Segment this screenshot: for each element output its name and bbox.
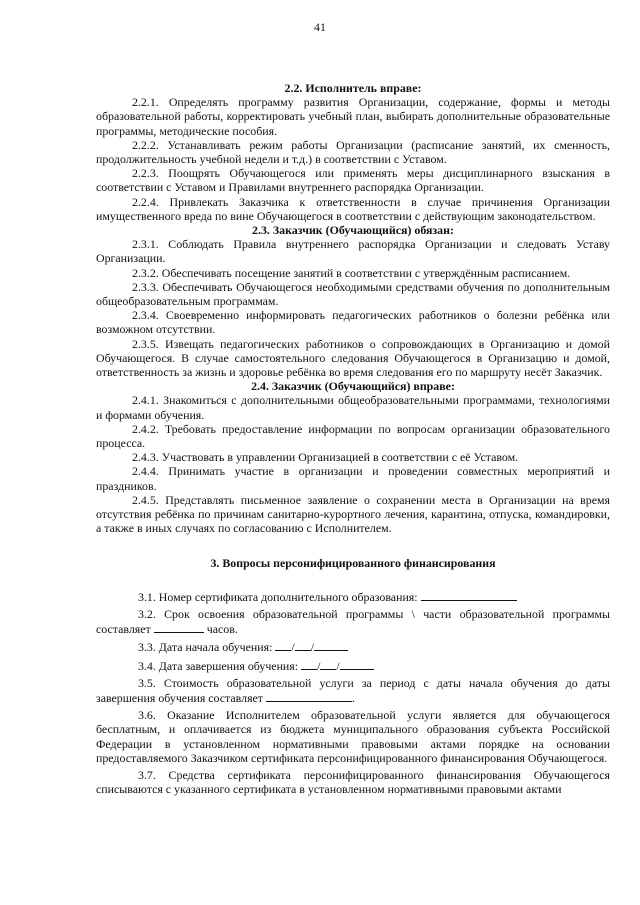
end-year-blank: [340, 658, 374, 670]
section-2-4-heading: 2.4. Заказчик (Обучающийся) вправе:: [251, 379, 455, 394]
clause-3-1-text: 3.1. Номер сертификата дополнительного образования:: [138, 589, 418, 604]
clause-3-6: 3.6. Оказание Исполнителем образовательной услуги является для обучающегося бесплатным, и оплачивается из бюджета муниципального образования субъекта Российской Федерации в установленном нормативными правовыми актами порядке на основании предоставляемого Заказчиком сертификата персонифицированного финансирования Обучающегося.: [96, 708, 610, 765]
clause-3-4-text: 3.4. Дата завершения обучения:: [138, 658, 299, 673]
clause-2-2-4: 2.2.4. Привлекать Заказчика к ответственности в случае причинения Организации имущественного вреда по вине Обучающегося в соответствии с действующим законодательством.: [96, 194, 610, 223]
section-2-3-heading: 2.3. Заказчик (Обучающийся) обязан:: [252, 223, 454, 238]
section-3-body: [96, 589, 610, 797]
certificate-number-blank: [421, 589, 517, 601]
clause-2-3-1: 2.3.1. Соблюдать Правила внутреннего распорядка Организации и следовать Уставу Организации.: [96, 237, 610, 266]
clause-2-2-3: 2.2.3. Поощрять Обучающегося или применять меры дисциплинарного взыскания в соответствии с Уставом и Правилами внутреннего распорядка Организации.: [96, 166, 610, 195]
clause-3-2-hours: часов.: [206, 622, 238, 637]
start-year-blank: [314, 639, 348, 651]
section-3-heading: 3. Вопросы персонифицированного финансирования: [210, 555, 496, 570]
clause-3-5-text: 3.5. Стоимость образовательной услуги за период с даты начала обучения до даты завершения обучения составляет: [96, 675, 610, 705]
clause-2-2-1: 2.2.1. Определять программу развития Организации, содержание, формы и методы образовательной работы, корректировать учебный план, выбирать дополнительные образовательные программы, методические пособия.: [96, 95, 610, 138]
clause-2-4-1: 2.4.1. Знакомиться с дополнительными общеобразовательными программами, технологиями и формами обучения.: [96, 393, 610, 422]
hours-blank: [154, 621, 204, 633]
clause-2-3-4: 2.3.4. Своевременно информировать педагогических работников о болезни ребёнка или возможном отсутствии.: [96, 308, 610, 337]
end-day-blank: [301, 658, 317, 670]
clause-3-3: 3.3. Дата начала обучения: / /: [96, 639, 610, 654]
clause-2-4-2: 2.4.2. Требовать предоставление информации по вопросам организации образовательного процесса.: [96, 421, 610, 451]
clause-3-1: [96, 589, 610, 604]
start-day-blank: [275, 639, 291, 651]
clause-2-3-3: 2.3.3. Обеспечивать Обучающегося необходимыми средствами обучения по дополнительным общеобразовательным программам.: [96, 279, 610, 309]
clause-2-2-2: 2.2.2. Устанавливать режим работы Организации (расписание занятий, их сменность, продолжительность учебной недели и т.д.) в соответствии с Уставом.: [96, 137, 610, 167]
page-content: [96, 81, 610, 796]
section-2-2-heading: 2.2. Исполнитель вправе:: [284, 81, 422, 95]
cost-blank: [266, 690, 352, 702]
clause-3-4: 3.4. Дата завершения обучения: / /: [96, 658, 610, 673]
clause-2-3-2: 2.3.2. Обеспечивать посещение занятий в соответствии с утверждённым расписанием.: [132, 265, 571, 280]
clause-2-4-3: 2.4.3. Участвовать в управлении Организацией в соответствии с её Уставом.: [132, 450, 519, 465]
clause-3-2-text: 3.2. Срок освоения образовательной программы \ части образовательной программы составляет: [96, 606, 610, 637]
page-number: 41: [314, 20, 326, 34]
clause-2-4-4: 2.4.4. Принимать участие в организации и проведении совместных мероприятий и праздников.: [96, 464, 610, 493]
end-month-blank: [320, 658, 336, 670]
clause-3-3-text: 3.3. Дата начала обучения:: [138, 640, 273, 655]
clause-3-7: 3.7. Средства сертификата персонифицированного финансирования Обучающегося списываются с указанного сертификата в установленном нормативными правовыми актами: [96, 767, 610, 797]
clause-3-5: 3.5. Стоимость образовательной услуги за период с даты начала обучения до даты завершения обучения составляет .: [96, 675, 610, 705]
start-month-blank: [295, 639, 311, 651]
clause-3-2: [96, 607, 610, 636]
clause-2-3-5: 2.3.5. Извещать педагогических работников о сопровождающих в Организацию и домой Обучающегося. В случае самостоятельного следования Обучающегося в Организацию и домой, ответственность за жизнь и здоровье ребёнка во время следования его по маршруту несёт Заказчик.: [96, 336, 610, 380]
clause-2-4-5: 2.4.5. Представлять письменное заявление о сохранении места в Организации на время отсутствия ребёнка по причинам санитарно-курортного лечения, карантина, отпуска, командировки, а также в иных случаях по согласованию с Исполнителем.: [96, 492, 610, 536]
